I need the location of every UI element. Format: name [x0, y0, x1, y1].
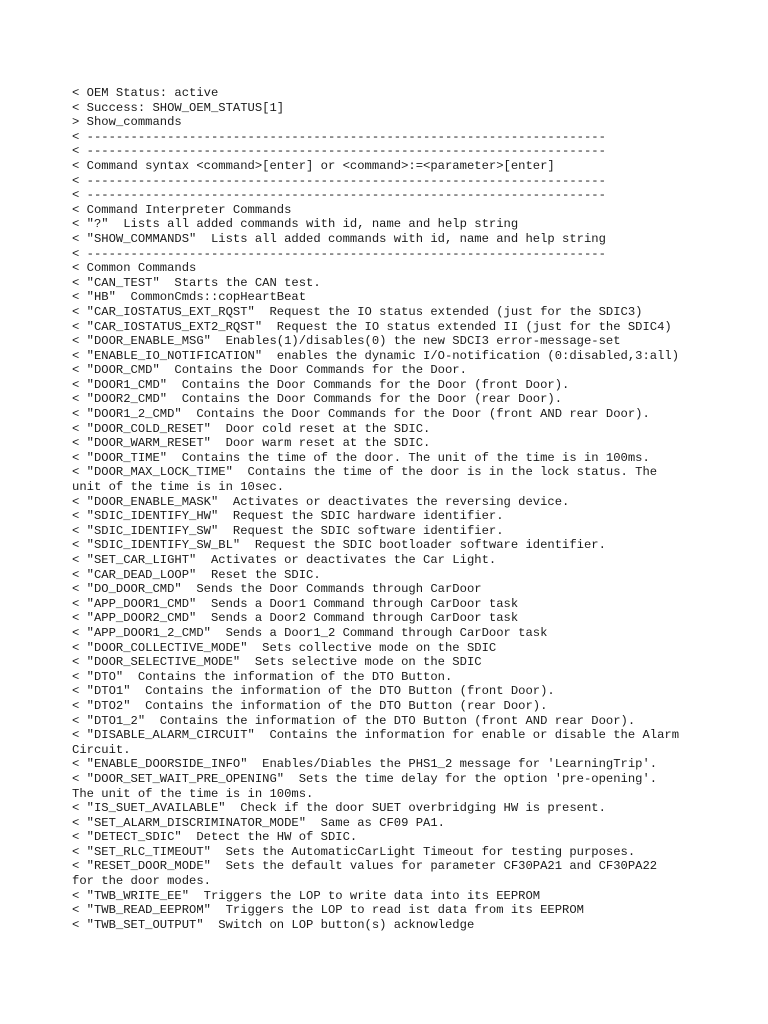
- output-line: < "DOOR_MAX_LOCK_TIME" Contains the time of the door is in the lock status. The: [72, 465, 658, 480]
- output-line: < "SDIC_IDENTIFY_SW_BL" Request the SDIC bootloader software identifier.: [72, 538, 606, 553]
- output-line: < -----------------------------------------------------------------------: [72, 129, 606, 144]
- output-line: < "DOOR_COLLECTIVE_MODE" Sets collective mode on the SDIC: [72, 640, 497, 655]
- output-line: < Success: SHOW_OEM_STATUS[1]: [72, 100, 285, 115]
- output-line: > Show_commands: [72, 115, 182, 130]
- output-line: < "HB" CommonCmds::copHeartBeat: [72, 290, 307, 305]
- output-line: < "SHOW_COMMANDS" Lists all added commands with id, name and help string: [72, 231, 606, 246]
- output-line: < "DOOR_ENABLE_MSG" Enables(1)/disables(0) the new SDCI3 error-message-set: [72, 334, 621, 349]
- output-line: < "DOOR_ENABLE_MASK" Activates or deactivates the reversing device.: [72, 494, 570, 509]
- output-line: < "IS_SUET_AVAILABLE" Check if the door SUET overbridging HW is present.: [72, 801, 606, 816]
- output-line: < "DTO1_2" Contains the information of the DTO Button (front AND rear Door).: [72, 713, 636, 728]
- output-line: < -----------------------------------------------------------------------: [72, 188, 606, 203]
- output-line: < "ENABLE_DOORSIDE_INFO" Enables/Diables the PHS1_2 message for 'LearningTrip'.: [72, 757, 658, 772]
- output-line: < "SET_CAR_LIGHT" Activates or deactivates the Car Light.: [72, 553, 497, 567]
- output-line: < "DOOR_SELECTIVE_MODE" Sets selective mode on the SDIC: [72, 655, 482, 670]
- output-line: < "CAN_TEST" Starts the CAN test.: [72, 275, 321, 290]
- output-line: < "SET_RLC_TIMEOUT" Sets the AutomaticCarLight Timeout for testing purposes.: [72, 844, 636, 859]
- output-line: < "DOOR2_CMD" Contains the Door Commands for the Door (rear Door).: [72, 392, 563, 407]
- output-line: < "TWB_SET_OUTPUT" Switch on LOP button(s) acknowledge: [72, 917, 475, 932]
- output-line: < "APP_DOOR1_2_CMD" Sends a Door1_2 Command through CarDoor task: [72, 625, 548, 640]
- output-line: < "DOOR_COLD_RESET" Door cold reset at the SDIC.: [72, 421, 431, 436]
- output-line: unit of the time is in 10sec.: [72, 480, 285, 495]
- output-line: < "CAR_DEAD_LOOP" Reset the SDIC.: [72, 567, 321, 582]
- output-line: < "RESET_DOOR_MODE" Sets the default values for parameter CF30PA21 and CF30PA22: [72, 859, 658, 874]
- output-line: < "DOOR1_CMD" Contains the Door Commands for the Door (front Door).: [72, 377, 570, 392]
- output-line: < "?" Lists all added commands with id, name and help string: [72, 217, 519, 232]
- output-line: < "SDIC_IDENTIFY_SW" Request the SDIC software identifier.: [72, 523, 504, 538]
- output-line: < "APP_DOOR2_CMD" Sends a Door2 Command through CarDoor task: [72, 611, 519, 626]
- output-line: < "DOOR1_2_CMD" Contains the Door Commands for the Door (front AND rear Door).: [72, 407, 650, 422]
- output-line: < "DO_DOOR_CMD" Sends the Door Commands through CarDoor: [72, 582, 482, 597]
- output-line: The unit of the time is in 100ms.: [72, 786, 314, 801]
- output-line: < "DTO2" Contains the information of the DTO Button (rear Door).: [72, 698, 548, 713]
- output-line: < OEM Status: active: [72, 86, 219, 100]
- output-line: Circuit.: [72, 742, 131, 757]
- output-line: < "TWB_WRITE_EE" Triggers the LOP to write data into its EEPROM: [72, 888, 541, 903]
- output-line: < "DOOR_SET_WAIT_PRE_OPENING" Sets the time delay for the option 'pre-opening'.: [72, 771, 658, 786]
- output-line: < "CAR_IOSTATUS_EXT_RQST" Request the IO status extended (just for the SDIC3): [72, 304, 643, 319]
- output-line: < "APP_DOOR1_CMD" Sends a Door1 Command through CarDoor task: [72, 596, 519, 611]
- output-line: < "DISABLE_ALARM_CIRCUIT" Contains the information for enable or disable the Alarm: [72, 728, 680, 743]
- output-line: < "DETECT_SDIC" Detect the HW of SDIC.: [72, 830, 358, 845]
- output-line: < "ENABLE_IO_NOTIFICATION" enables the dynamic I/O-notification (0:disabled,3:all): [72, 348, 680, 363]
- output-line: < "DOOR_CMD" Contains the Door Commands for the Door.: [72, 363, 467, 378]
- output-line: < Command Interpreter Commands: [72, 202, 292, 217]
- output-line: < "DTO" Contains the information of the DTO Button.: [72, 669, 453, 684]
- output-line: < -----------------------------------------------------------------------: [72, 246, 606, 261]
- output-line: < "SET_ALARM_DISCRIMINATOR_MODE" Same as CF09 PA1.: [72, 815, 445, 830]
- terminal-output: [72, 86, 712, 932]
- output-line: < "TWB_READ_EEPROM" Triggers the LOP to read ist data from its EEPROM: [72, 903, 584, 918]
- output-line: for the door modes.: [72, 874, 211, 889]
- output-line: < -----------------------------------------------------------------------: [72, 173, 606, 188]
- output-line: < "DOOR_TIME" Contains the time of the door. The unit of the time is in 100ms.: [72, 450, 650, 465]
- output-line: < Command syntax <command>[enter] or <command>:=<parameter>[enter]: [72, 158, 555, 173]
- output-line: < -----------------------------------------------------------------------: [72, 144, 606, 159]
- output-line: < "SDIC_IDENTIFY_HW" Request the SDIC hardware identifier.: [72, 509, 504, 524]
- output-line: < "DTO1" Contains the information of the DTO Button (front Door).: [72, 684, 555, 699]
- output-line: < "CAR_IOSTATUS_EXT2_RQST" Request the IO status extended II (just for the SDIC4): [72, 319, 672, 334]
- output-line: < "DOOR_WARM_RESET" Door warm reset at the SDIC.: [72, 436, 431, 451]
- output-line: < Common Commands: [72, 261, 197, 276]
